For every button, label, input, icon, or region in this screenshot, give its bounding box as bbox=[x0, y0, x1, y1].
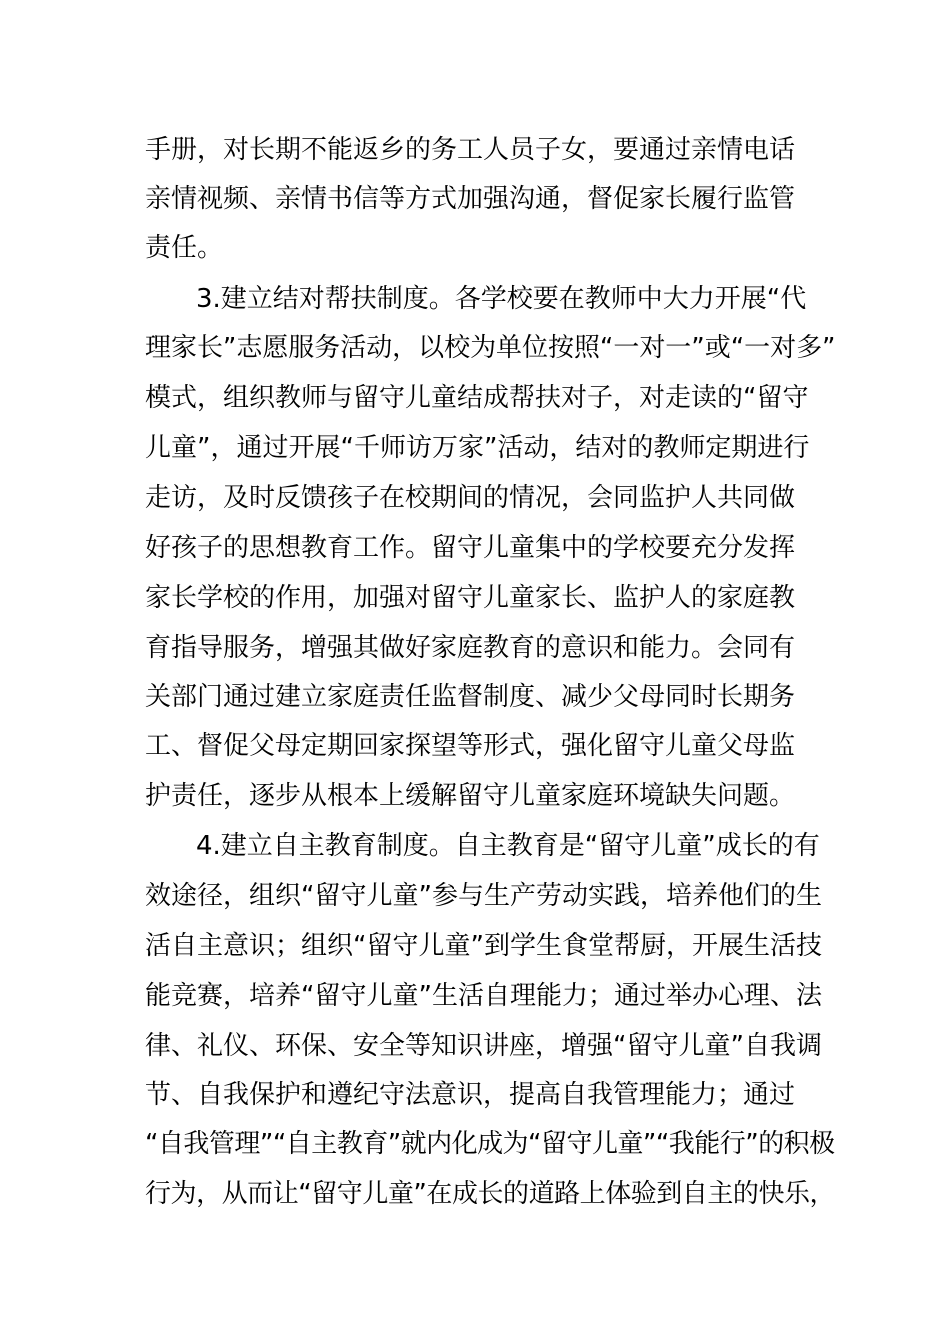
text-line: 能竞赛，培养“留守儿童”生活自理能力；通过举办心理、法 bbox=[145, 981, 822, 1011]
paragraph-3-heading-line: 3.建立结对帮扶制度。各学校要在教师中大力开展“代 bbox=[196, 284, 807, 314]
text-line: 儿童”，通过开展“千师访万家”活动，结对的教师定期进行 bbox=[145, 433, 810, 463]
text-line: 工、督促父母定期回家探望等形式，强化留守儿童父母监 bbox=[145, 731, 796, 761]
text-line: 手册，对长期不能返乡的务工人员子女，要通过亲情电话 bbox=[145, 135, 796, 165]
text-line: “自我管理”“自主教育”就内化成为“留守儿童”“我能行”的积极 bbox=[145, 1129, 835, 1159]
text-line: 行为，从而让“留守儿童”在成长的道路上体验到自主的快乐， bbox=[145, 1179, 836, 1209]
text-line: 责任。 bbox=[145, 233, 224, 263]
text-line: 护责任，逐步从根本上缓解留守儿童家庭环境缺失问题。 bbox=[145, 781, 796, 811]
text-line: 节、自我保护和遵纪守法意识，提高自我管理能力；通过 bbox=[145, 1080, 796, 1110]
text-line: 家长学校的作用，加强对留守儿童家长、监护人的家庭教 bbox=[145, 583, 796, 613]
text-line: 走访，及时反馈孩子在校期间的情况，会同监护人共同做 bbox=[145, 483, 796, 513]
text-line: 关部门通过建立家庭责任监督制度、减少父母同时长期务 bbox=[145, 682, 796, 712]
text-line: 律、礼仪、环保、安全等知识讲座，增强“留守儿童”自我调 bbox=[145, 1031, 822, 1061]
paragraph-4-heading-line: 4.建立自主教育制度。自主教育是“留守儿童”成长的有 bbox=[196, 831, 820, 861]
text-line: 模式，组织教师与留守儿童结成帮扶对子，对走读的“留守 bbox=[145, 383, 809, 413]
text-line: 育指导服务，增强其做好家庭教育的意识和能力。会同有 bbox=[145, 633, 796, 663]
text-line: 效途径，组织“留守儿童”参与生产劳动实践，培养他们的生 bbox=[145, 881, 822, 911]
text-line: 理家长”志愿服务活动，以校为单位按照“一对一”或“一对多” bbox=[145, 333, 836, 363]
text-line: 活自主意识；组织“留守儿童”到学生食堂帮厨，开展生活技 bbox=[145, 931, 822, 961]
text-line: 好孩子的思想教育工作。留守儿童集中的学校要充分发挥 bbox=[145, 533, 796, 563]
text-line: 亲情视频、亲情书信等方式加强沟通，督促家长履行监管 bbox=[145, 184, 796, 214]
